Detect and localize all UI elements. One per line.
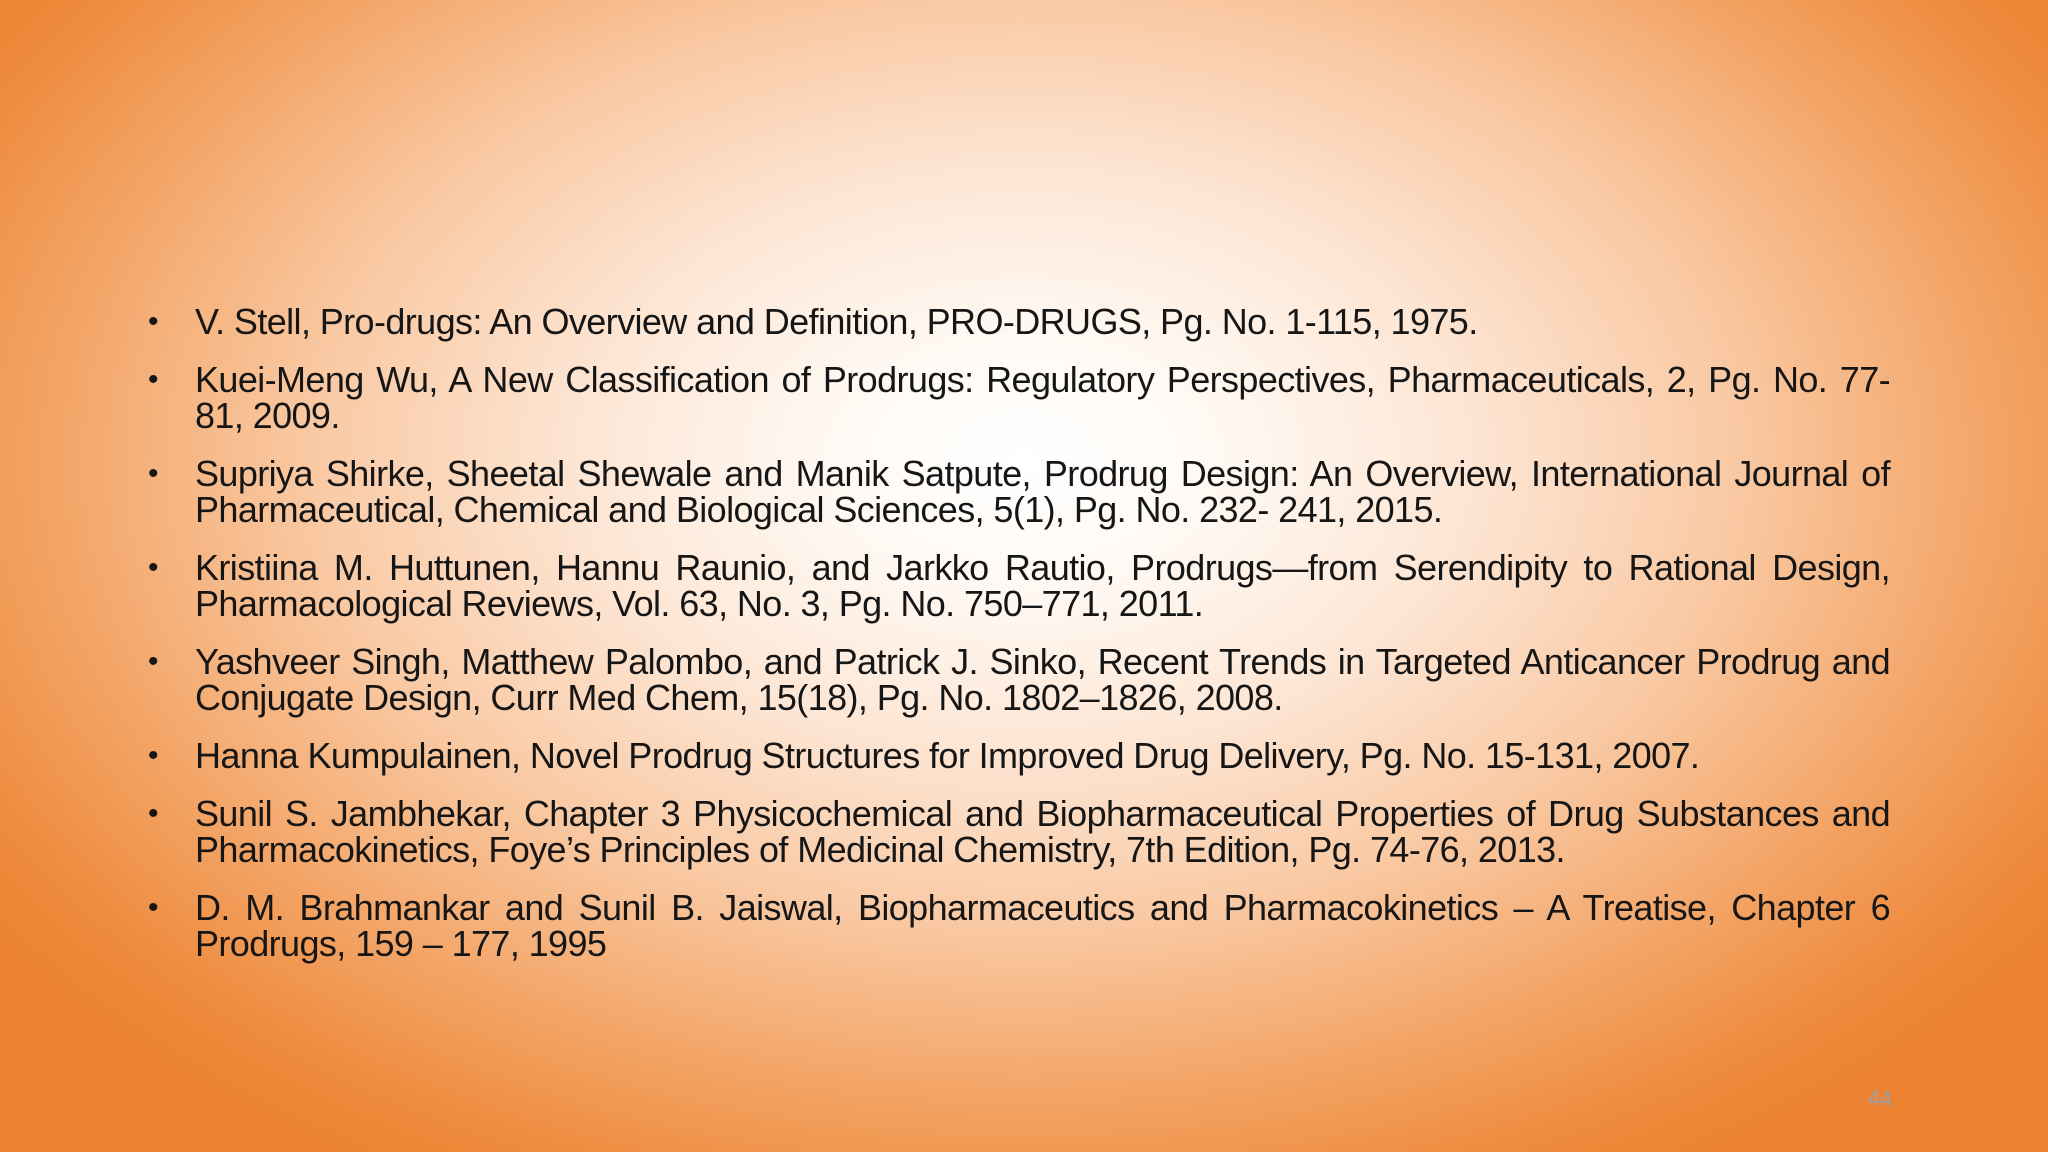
reference-text: Yashveer Singh, Matthew Palombo, and Patrick J. Sinko, Recent Trends in Targeted Anticancer Prodrug and Conjugate Design, Curr Med Chem, 15(18), Pg. No. 1802–1826, 2008. xyxy=(195,641,1890,718)
page-number: 44 xyxy=(1867,1086,1892,1111)
reference-item xyxy=(148,735,1890,776)
reference-text: D. M. Brahmankar and Sunil B. Jaiswal, Biopharmaceutics and Pharmacokinetics – A Treatise, Chapter 6 Prodrugs, 159 – 177, 1995 xyxy=(195,887,1890,964)
reference-text: Kristiina M. Huttunen, Hannu Raunio, and Jarkko Rautio, Prodrugs—from Serendipity to Rational Design, Pharmacological Reviews, Vol. 63, No. 3, Pg. No. 750–771, 2011. xyxy=(195,547,1890,624)
bullet-icon: • xyxy=(148,739,158,772)
bullet-icon: • xyxy=(148,457,158,490)
bullet-icon: • xyxy=(148,551,158,584)
reference-item xyxy=(148,359,1890,436)
bullet-icon: • xyxy=(148,891,158,924)
reference-list xyxy=(148,301,1890,984)
reference-item xyxy=(148,793,1890,870)
reference-item xyxy=(148,641,1890,718)
reference-text: Sunil S. Jambhekar, Chapter 3 Physicochemical and Biopharmaceutical Properties of Drug Substances and Pharmacokinetics, Foye’s Principles of Medicinal Chemistry, 7th Edition, Pg. 74-76, 2013. xyxy=(195,793,1890,870)
bullet-icon: • xyxy=(148,305,158,338)
reference-item xyxy=(148,301,1890,342)
reference-item xyxy=(148,547,1890,624)
reference-text: Supriya Shirke, Sheetal Shewale and Manik Satpute, Prodrug Design: An Overview, International Journal of Pharmaceutical, Chemical and Biological Sciences, 5(1), Pg. No. 232- 241, 2015. xyxy=(195,453,1890,530)
reference-item xyxy=(148,453,1890,530)
reference-item xyxy=(148,887,1890,964)
reference-text: V. Stell, Pro-drugs: An Overview and Definition, PRO-DRUGS, Pg. No. 1-115, 1975. xyxy=(195,301,1478,342)
bullet-icon: • xyxy=(148,363,158,396)
reference-text: Kuei-Meng Wu, A New Classification of Prodrugs: Regulatory Perspectives, Pharmaceuticals, 2, Pg. No. 77-81, 2009. xyxy=(195,359,1890,436)
bullet-icon: • xyxy=(148,797,158,830)
bullet-icon: • xyxy=(148,645,158,678)
reference-text: Hanna Kumpulainen, Novel Prodrug Structures for Improved Drug Delivery, Pg. No. 15-131, 2007. xyxy=(195,735,1700,776)
